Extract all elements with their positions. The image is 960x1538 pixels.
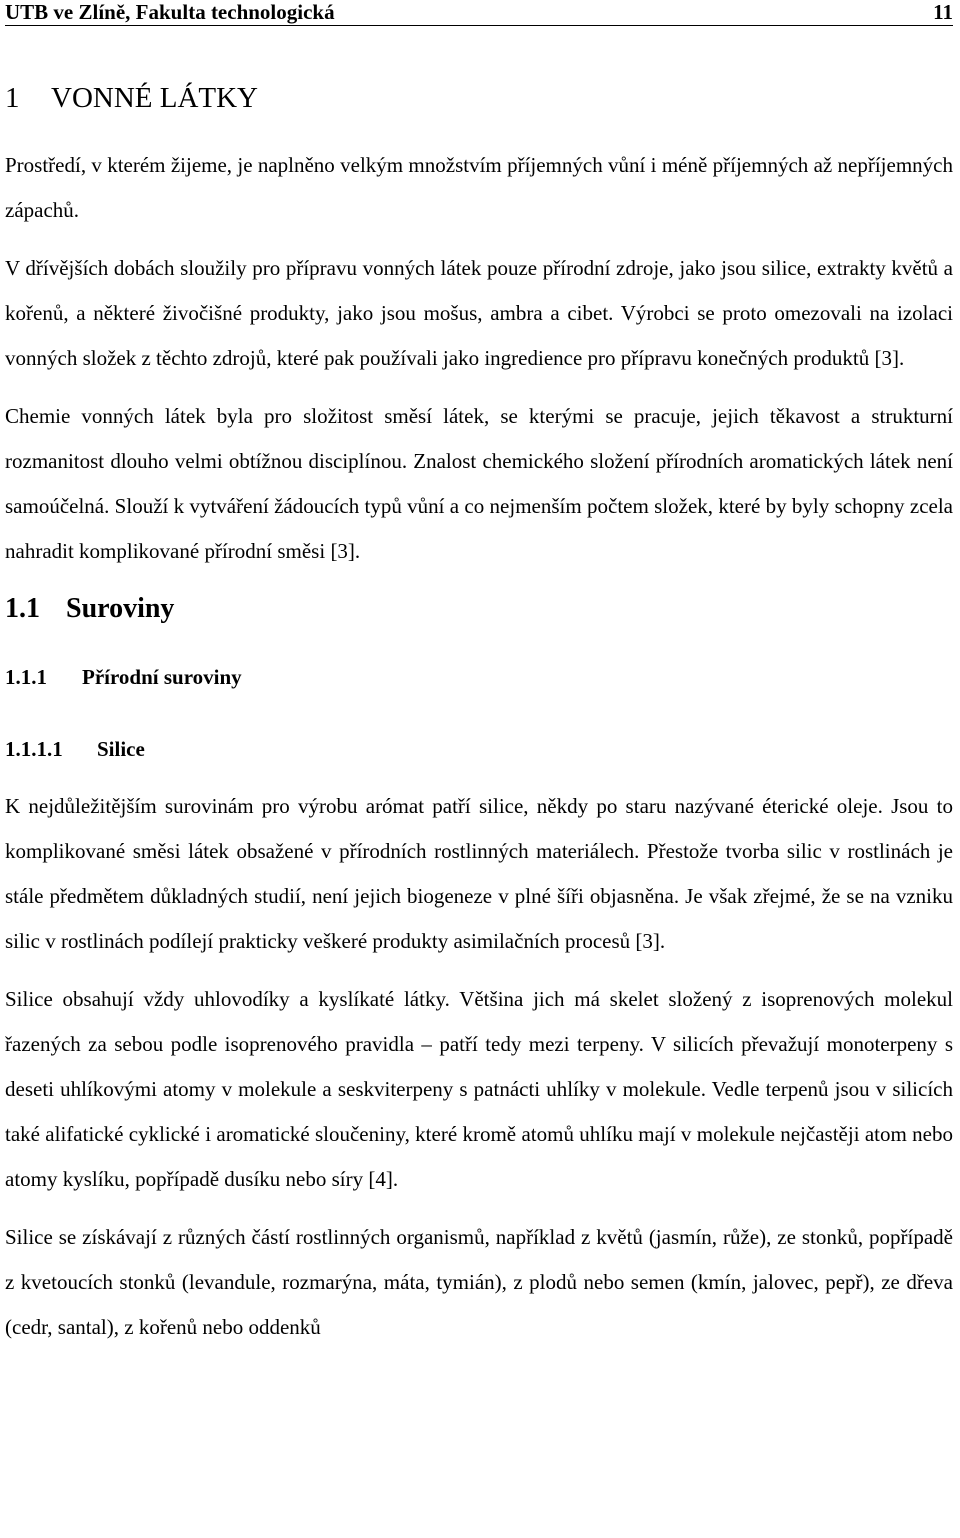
page-header <box>5 0 953 26</box>
header-title: UTB ve Zlíně, Fakulta technologická <box>5 0 335 24</box>
subsection-heading <box>5 664 953 690</box>
section-title: Suroviny <box>66 593 175 624</box>
paragraph-intro-3: Chemie vonných látek byla pro složitost směsí látek, se kterými se pracuje, jejich těkavost a strukturní rozmanitost dlouho velmi obtížnou disciplínou. Znalost chemického složení přírodních aromatických látek není samoúčelná. Slouží k vytváření žádoucích typů vůní a co nejmenším počtem složek, které by byly schopny zcela nahradit komplikované přírodní směsi [3]. <box>5 404 953 563</box>
paragraph-silice-1: K nejdůležitějším surovinám pro výrobu arómat patří silice, někdy po staru nazývané éterické oleje. Jsou to komplikované směsi látek obsažené v přírodních rostlinných materiálech. Přestože tvorba silic v rostlinách je stále předmětem důkladných studií, není jejich biogeneze v plné šíři objasněna. Je však zřejmé, že se na vzniku silic v rostlinách podílejí prakticky veškeré produkty asimilačních procesů [3]. <box>5 794 953 953</box>
subsection-title: Přírodní suroviny <box>82 665 242 689</box>
page-number: 11 <box>933 0 953 24</box>
paragraph-intro-1: Prostředí, v kterém žijeme, je naplněno velkým množstvím příjemných vůní i méně příjemných až nepříjemných zápachů. <box>5 153 953 222</box>
subsubsection-heading <box>5 736 953 762</box>
subsection-number: 1.1.1 <box>5 665 47 689</box>
paragraph-silice-2: Silice obsahují vždy uhlovodíky a kyslíkaté látky. Většina jich má skelet složený z isoprenových molekul řazených za sebou podle isoprenového pravidla – patří tedy mezi terpeny. V silicích převažují monoterpeny s deseti uhlíkovými atomy v molekule a seskviterpeny s patnácti uhlíky v molekule. Vedle terpenů jsou v silicích také alifatické cyklické i aromatické sloučeniny, které kromě atomů uhlíku mají v molekule nejčastěji atom nebo atomy kyslíku, popřípadě dusíku nebo síry [4]. <box>5 987 953 1191</box>
chapter-heading <box>5 81 953 115</box>
section-heading <box>5 592 953 626</box>
paragraph-intro-2: V dřívějších dobách sloužily pro přípravu vonných látek pouze přírodní zdroje, jako jsou silice, extrakty květů a kořenů, a některé živočišné produkty, jako jsou mošus, ambra a cibet. Výrobci se proto omezovali na izolaci vonných složek z těchto zdrojů, které pak používali jako ingredience pro přípravu konečných produktů [3]. <box>5 256 953 370</box>
paragraph-silice-3: Silice se získávají z různých částí rostlinných organismů, například z květů (jasmín, růže), ze stonků, popřípadě z kvetoucích stonků (levandule, rozmarýna, máta, tymián), z plodů nebo semen (kmín, jalovec, pepř), ze dřeva (cedr, santal), z kořenů nebo oddenků <box>5 1225 953 1339</box>
chapter-number: 1 <box>5 82 20 114</box>
subsubsection-title: Silice <box>97 737 145 761</box>
chapter-title: VONNÉ LÁTKY <box>51 82 258 114</box>
subsubsection-number: 1.1.1.1 <box>5 737 63 761</box>
section-number: 1.1 <box>5 593 40 624</box>
document-page <box>5 0 953 1538</box>
